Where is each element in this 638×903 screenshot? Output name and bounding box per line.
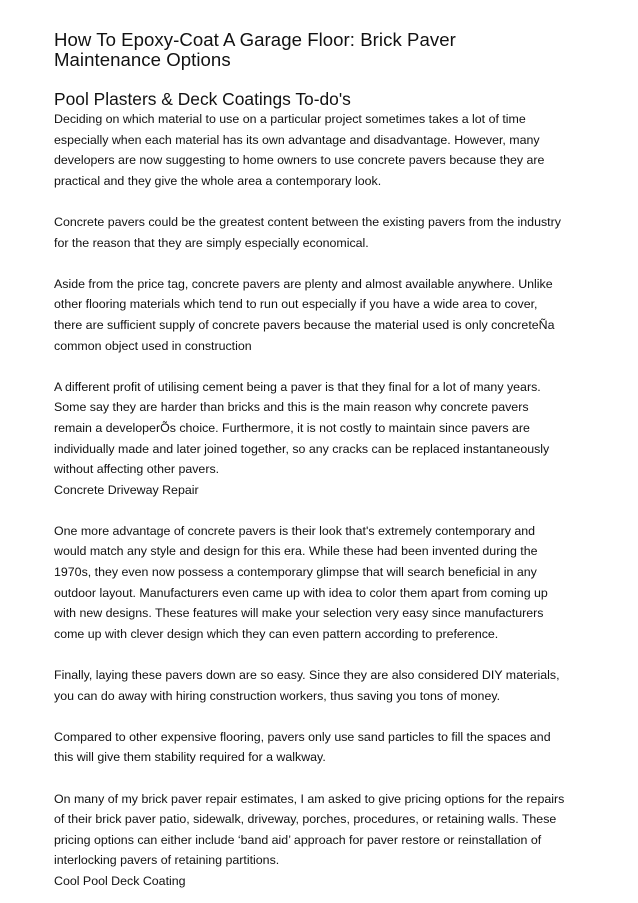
paragraph-6: Finally, laying these pavers down are so easy. Since they are also considered DIY materials, you can do away with hiring construction workers, thus saving you tons of money. (54, 668, 560, 703)
paragraph-7: Compared to other expensive flooring, pavers only use sand particles to fill the spaces and this will give them stability required for a walkway. (54, 729, 551, 765)
document-page (54, 0, 602, 892)
document-subtitle: Pool Plasters & Deck Coatings To-do's (54, 89, 351, 109)
paragraph-8: On many of my brick paver repair estimates, I am asked to give pricing options for the repairs of their brick paver patio, sidewalk, driveway, porches, procedures, or retaining walls. These pricing options can either include ‘band aid’ approach for paver restore or reinstallation of interlocking pavers of retaining partitions. (54, 791, 565, 868)
paragraph-1: Deciding on which material to use on a particular project sometimes takes a lot of time especially when each material has its own advantage and disadvantage. However, many developers are now suggesting to home owners to use concrete pavers because they are practical and they give the whole area a contemporary look. (54, 112, 545, 188)
section-heading-concrete-driveway-repair: Concrete Driveway Repair (54, 482, 199, 497)
section-heading-cool-pool-deck-coating: Cool Pool Deck Coating (54, 873, 186, 888)
document-title: How To Epoxy-Coat A Garage Floor: Brick Paver Maintenance Options (54, 29, 456, 70)
paragraph-2: Concrete pavers could be the greatest content between the existing pavers from the industry for the reason that they are simply especially economical. (54, 214, 561, 250)
paragraph-5: One more advantage of concrete pavers is their look that's extremely contemporary and would match any style and design for this era. While these had been invented during the 1970s, they even now possess a contemporary glimpse that will search beneficial in any outdoor layout. Manufacturers even came up with idea to color them apart from coming up with new designs. These features will make your selection very easy since manufacturers come up with clever design which they can even pattern according to preference. (54, 523, 548, 641)
paragraph-4: A different profit of utilising cement being a paver is that they final for a lot of many years. Some say they are harder than bricks and this is the main reason why concrete pavers remain a developerÕs choice. Furthermore, it is not costly to maintain since pavers are individually made and later joined together, so any cracks can be replaced instantaneously without affecting other pavers. (54, 379, 550, 477)
paragraph-3: Aside from the price tag, concrete pavers are plenty and almost available anywhere. Unlike other flooring materials which tend to run out especially if you have a wide area to cover, there are sufficient supply of concrete pavers because the material used is only concreteÑa common object used in construction (54, 276, 555, 353)
